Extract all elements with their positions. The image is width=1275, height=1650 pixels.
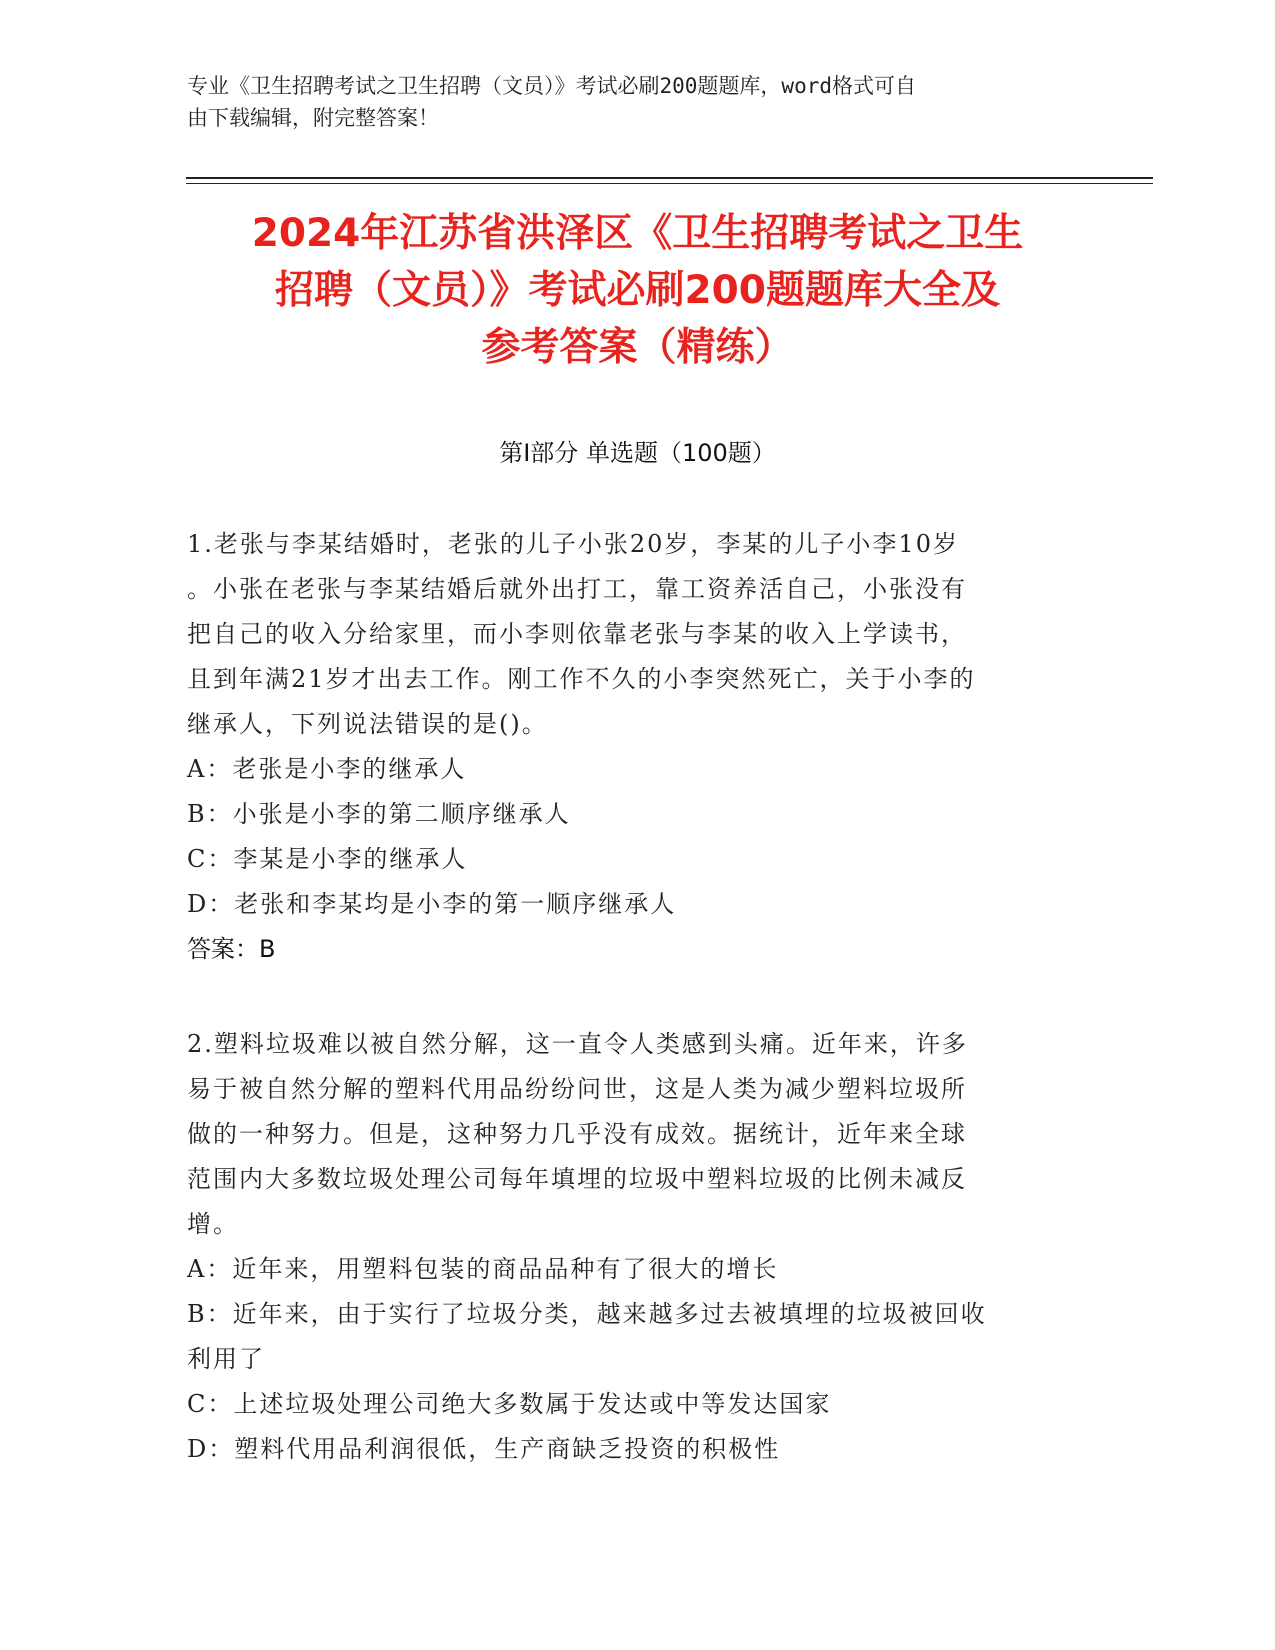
question-2 — [187, 1022, 1067, 1472]
question-stem-line: 增。 — [187, 1210, 239, 1238]
title-line: 参考答案（精练） — [481, 325, 794, 370]
option-b: B：近年来，由于实行了垃圾分类，越来越多过去被填埋的垃圾被回收 — [187, 1300, 987, 1328]
title-line: 招聘（文员）》考试必刷200题题库大全及 — [275, 268, 1000, 313]
document-title — [180, 205, 1095, 376]
question-stem-line: 1.老张与李某结婚时，老张的儿子小张20岁，李某的儿子小李10岁 — [187, 530, 959, 558]
question-stem-line: 易于被自然分解的塑料代用品纷纷问世，这是人类为减少塑料垃圾所 — [187, 1075, 967, 1103]
question-stem-line: 2.塑料垃圾难以被自然分解，这一直令人类感到头痛。近年来，许多 — [187, 1030, 968, 1058]
question-1 — [187, 522, 1067, 972]
header-divider-thin — [186, 183, 1153, 184]
header-note-line: 由下载编辑，附完整答案！ — [187, 106, 439, 130]
option-b: B：小张是小李的第二顺序继承人 — [187, 800, 571, 828]
question-stem-line: 。小张在老张与李某结婚后就外出打工，靠工资养活自己，小张没有 — [187, 575, 967, 603]
title-line: 2024年江苏省洪泽区《卫生招聘考试之卫生 — [251, 211, 1024, 256]
option-a: A：近年来，用塑料包装的商品品种有了很大的增长 — [187, 1255, 779, 1283]
question-stem-line: 范围内大多数垃圾处理公司每年填埋的垃圾中塑料垃圾的比例未减反 — [187, 1165, 967, 1193]
question-stem-line: 继承人，下列说法错误的是()。 — [187, 710, 548, 738]
header-note — [187, 70, 1067, 134]
answer-label: 答案：B — [187, 935, 276, 963]
option-c: C：上述垃圾处理公司绝大多数属于发达或中等发达国家 — [187, 1390, 832, 1418]
header-divider — [186, 177, 1153, 179]
option-d: D：塑料代用品利润很低，生产商缺乏投资的积极性 — [187, 1435, 781, 1463]
section-heading: 第Ⅰ部分 单选题（100题） — [499, 439, 776, 467]
option-d: D：老张和李某均是小李的第一顺序继承人 — [187, 890, 677, 918]
question-stem-line: 且到年满21岁才出去工作。刚工作不久的小李突然死亡，关于小李的 — [187, 665, 976, 693]
question-stem-line: 做的一种努力。但是，这种努力几乎没有成效。据统计，近年来全球 — [187, 1120, 967, 1148]
option-c: C：李某是小李的继承人 — [187, 845, 468, 873]
option-a: A：老张是小李的继承人 — [187, 755, 467, 783]
option-b-continued: 利用了 — [187, 1345, 265, 1373]
header-note-line: 专业《卫生招聘考试之卫生招聘（文员）》考试必刷200题题库，word格式可自 — [187, 74, 916, 98]
question-stem-line: 把自己的收入分给家里，而小李则依靠老张与李某的收入上学读书， — [187, 620, 967, 648]
